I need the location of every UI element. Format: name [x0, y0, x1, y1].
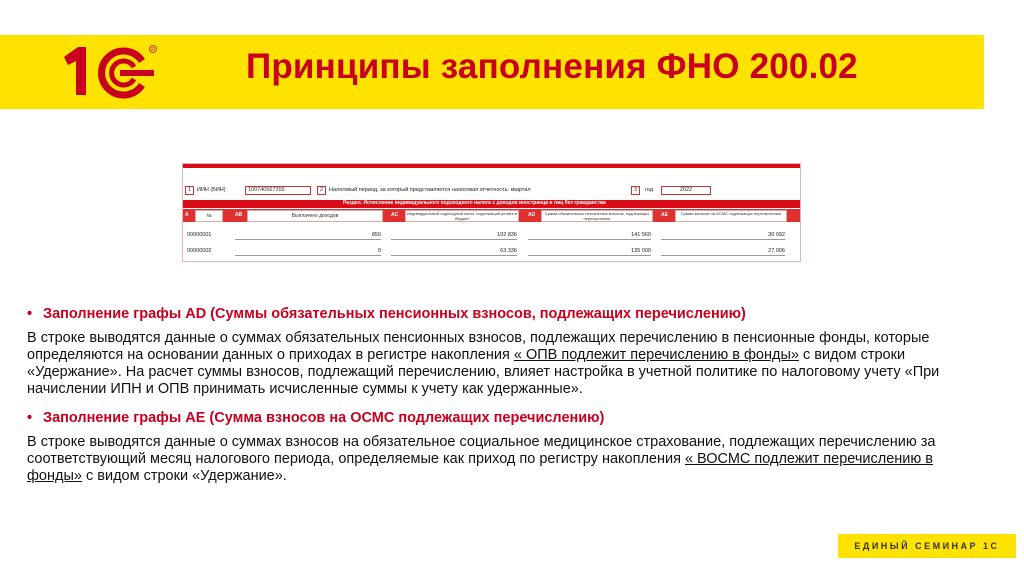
field1-value: 100740567355 — [245, 186, 311, 195]
col-ad-label: Сумма обязательных пенсионных взносов, подлежащих перечислению — [541, 210, 653, 222]
col-ab-label: Выплачено доходов — [247, 210, 383, 222]
row1-ae: 30 092 — [661, 231, 785, 240]
row2-id: 00000002 — [187, 248, 212, 254]
col-ab-code: AB — [235, 212, 243, 218]
section-ad-text-before: В строке выводятся данные о суммах обязательных пенсионных взносов, подлежащих перечислению в пенсионные фонды, которые определяются на основании данных о приходах в регистре накопления — [27, 330, 930, 363]
vosms-register-link[interactable]: « ВОСМС подлежит перечислению в фонды» — [27, 451, 934, 484]
bullet-icon: • — [27, 306, 33, 322]
row1-ab: 850 — [235, 231, 381, 240]
col-a-code: A — [185, 212, 189, 218]
section-title: Раздел. Исчисление индивидуального подоходного налога с доходов иностранца и лиц без гражданства — [343, 200, 606, 206]
opv-register-link[interactable]: « ОПВ подлежит перечислению в фонды» — [513, 347, 799, 363]
field2-num: 2 — [317, 186, 326, 195]
svg-text:R: R — [151, 47, 155, 53]
row2-ac: 63 336 — [391, 247, 517, 256]
quarter-value: 3 — [631, 186, 640, 195]
col-ac-code: AC — [391, 212, 399, 218]
section-ad-heading — [27, 304, 967, 324]
row1-ad: 141 560 — [528, 231, 651, 240]
col-ae-label: Сумма взносов на ОСМС подлежащих перечислению — [675, 210, 787, 222]
row2-ab: 0 — [235, 247, 381, 256]
1c-logo — [56, 41, 166, 103]
form-top-line — [183, 164, 800, 168]
section-ae-heading — [27, 408, 967, 428]
field2-label: Налоговый период, за который представляется налоговая отчетность: квартал — [329, 187, 531, 193]
row1-ac: 102 836 — [391, 231, 517, 240]
section-ae-heading-text: Заполнение графы AE (Сумма взносов на ОСМС подлежащих перечислению) — [43, 410, 605, 426]
seminar-badge: ЕДИНЫЙ СЕМИНАР 1С — [838, 534, 1016, 558]
section-ae-text-after: с видом строки «Удержание». — [81, 468, 287, 484]
row1-id: 00000001 — [187, 232, 212, 238]
content-area — [27, 304, 967, 485]
row2-ae: 27 006 — [661, 247, 785, 256]
bullet-icon: • — [27, 410, 33, 426]
header-band — [0, 35, 984, 109]
page-title: Принципы заполнения ФНО 200.02 — [246, 47, 858, 86]
form-screenshot — [182, 163, 801, 262]
col-ae-code: AE — [661, 212, 668, 218]
year-label: год — [645, 187, 654, 193]
field1-label: ИИН (БИН) — [197, 187, 226, 193]
section-ad-text-after: с видом строки «Удержание». На расчет суммы взносов, подлежащий перечислению, влияет настройка в учетной политике по налоговому учету «При начислении ИПН и ОПВ принимать исчисленные суммы к учету как удержанные». — [27, 347, 940, 397]
row2-ad: 135 000 — [528, 247, 651, 256]
section-ad-heading-text: Заполнение графы AD (Суммы обязательных пенсионных взносов, подлежащих перечислению) — [43, 306, 746, 322]
col-a-label: № — [195, 210, 223, 222]
field1-num: 1 — [185, 186, 194, 195]
section-title-bar — [183, 200, 800, 208]
section-ae-text — [27, 434, 967, 485]
col-ad-code: AD — [528, 212, 536, 218]
year-value: 2022 — [661, 186, 711, 195]
col-ac-label: Индивидуальный подоходный налог, подлежащий уплате в бюджет — [406, 211, 518, 221]
section-ae-text-before: В строке выводятся данные о суммах взносов на обязательное социальное медицинское страхование, подлежащих перечислению за соответствующий месяц налогового периода, определяемые как приход по регистру накопления — [27, 434, 936, 467]
section-ad-text — [27, 330, 967, 398]
